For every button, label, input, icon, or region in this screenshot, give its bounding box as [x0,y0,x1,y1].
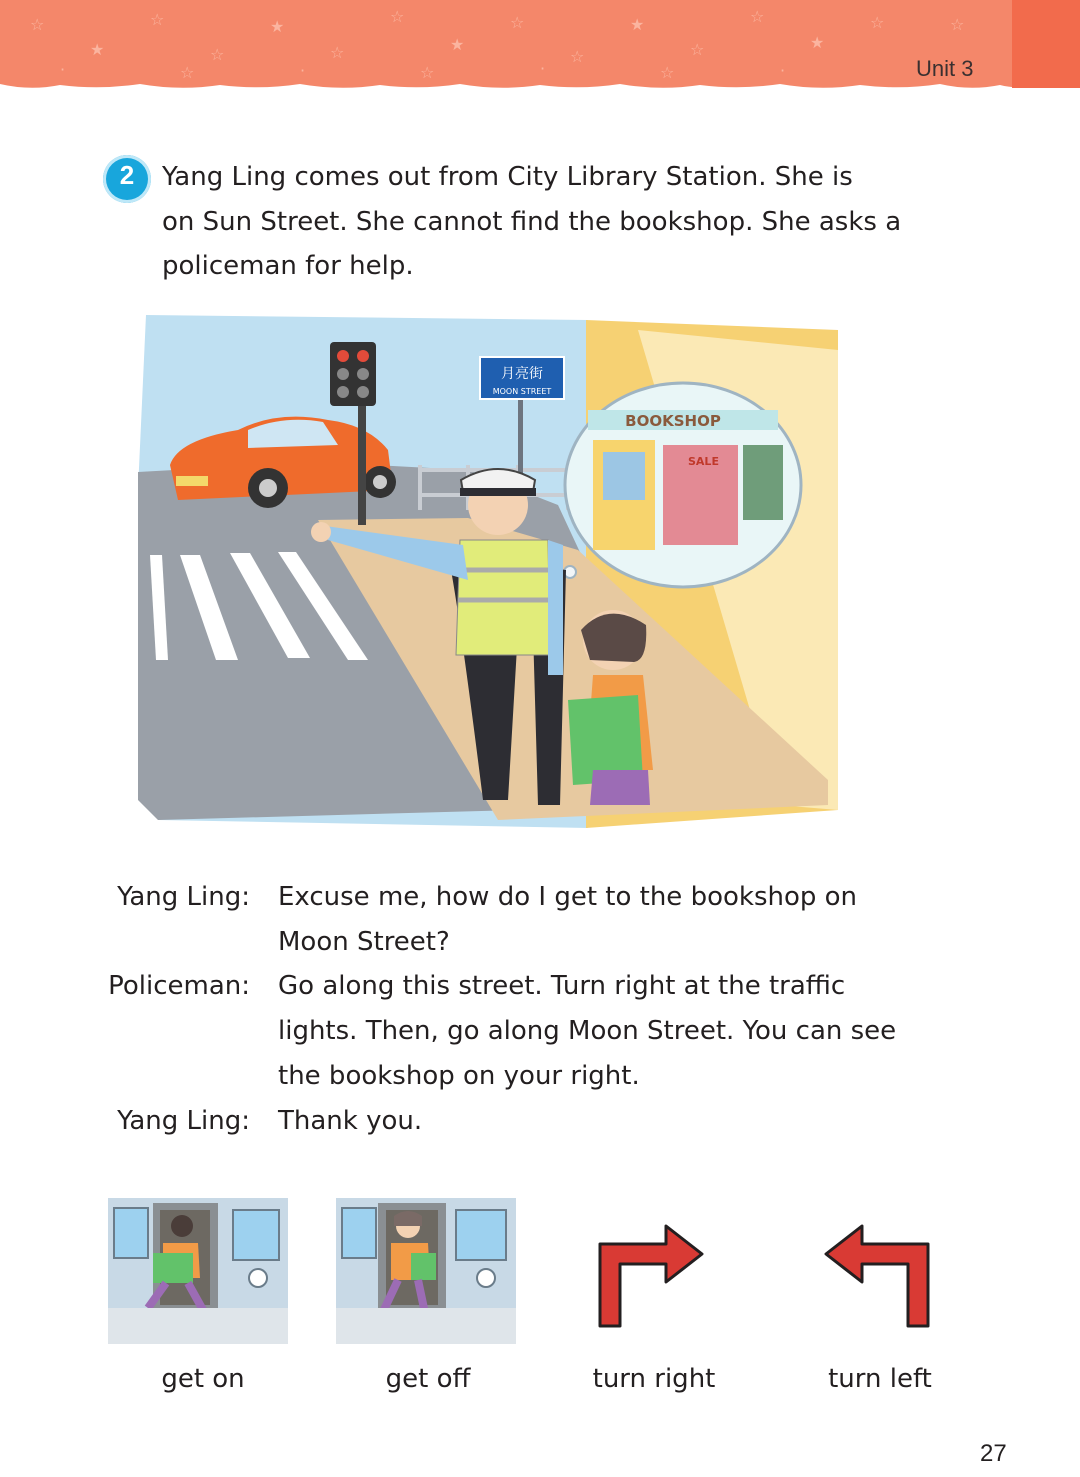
svg-text:☆: ☆ [180,63,195,82]
dialogue-line: Excuse me, how do I get to the bookshop on [278,882,858,912]
svg-text:☆: ☆ [150,10,165,29]
svg-text:☆: ☆ [420,63,435,82]
intro-line: policeman for help. [162,251,414,281]
intro-text [162,155,962,289]
dialogue-line: lights. Then, go along Moon Street. You can see [278,1016,897,1046]
train-boarding-picture [108,1198,288,1344]
turn-left-arrow-icon [822,1222,932,1328]
vocab-label-get-on: get on [161,1364,245,1394]
vocab-label-get-off: get off [385,1364,471,1394]
intro-line: Yang Ling comes out from City Library Station. She is [162,162,853,192]
svg-text:☆: ☆ [660,63,675,82]
svg-text:☆: ☆ [510,13,525,32]
speaker-label: Policeman: [108,971,250,1001]
svg-text:★: ★ [810,33,825,52]
svg-text:☆: ☆ [30,15,45,34]
svg-text:★: ★ [450,35,465,54]
page-number: 27 [980,1440,1007,1467]
dialogue-line: Thank you. [278,1106,423,1136]
svg-text:SALE: SALE [688,455,719,468]
speaker-label: Yang Ling: [117,1106,250,1136]
svg-text:☆: ☆ [870,13,885,32]
train-alighting-picture [336,1198,516,1344]
dialogue-line: Moon Street? [278,927,450,957]
svg-text:★: ★ [270,17,285,36]
svg-text:·: · [780,61,786,80]
svg-text:MOON STREET: MOON STREET [492,387,552,396]
svg-text:☆: ☆ [750,7,765,26]
svg-text:★: ★ [630,15,645,34]
svg-text:☆: ☆ [390,7,405,26]
vocab-label-turn-right: turn right [592,1364,716,1394]
exercise-number-badge [103,155,151,203]
svg-text:月亮街: 月亮街 [501,366,543,382]
street-scene-illustration [138,300,838,828]
svg-text:☆: ☆ [210,45,225,64]
svg-text:·: · [60,60,66,79]
svg-text:★: ★ [90,40,105,59]
svg-text:☆: ☆ [950,15,965,34]
svg-text:·: · [300,61,306,80]
dialogue-line: the bookshop on your right. [278,1061,640,1091]
svg-text:☆: ☆ [690,40,705,59]
svg-text:BOOKSHOP: BOOKSHOP [625,412,721,430]
svg-text:☆: ☆ [330,43,345,62]
vocab-label-turn-left: turn left [828,1364,932,1394]
svg-text:☆: ☆ [570,47,585,66]
dialogue-line: Go along this street. Turn right at the traffic [278,971,846,1001]
unit-label: Unit 3 [916,56,974,81]
exercise-number: 2 [119,160,135,190]
speaker-label: Yang Ling: [117,882,250,912]
turn-right-arrow-icon [596,1222,706,1328]
svg-text:·: · [540,59,546,78]
intro-line: on Sun Street. She cannot find the bookshop. She asks a [162,206,902,237]
